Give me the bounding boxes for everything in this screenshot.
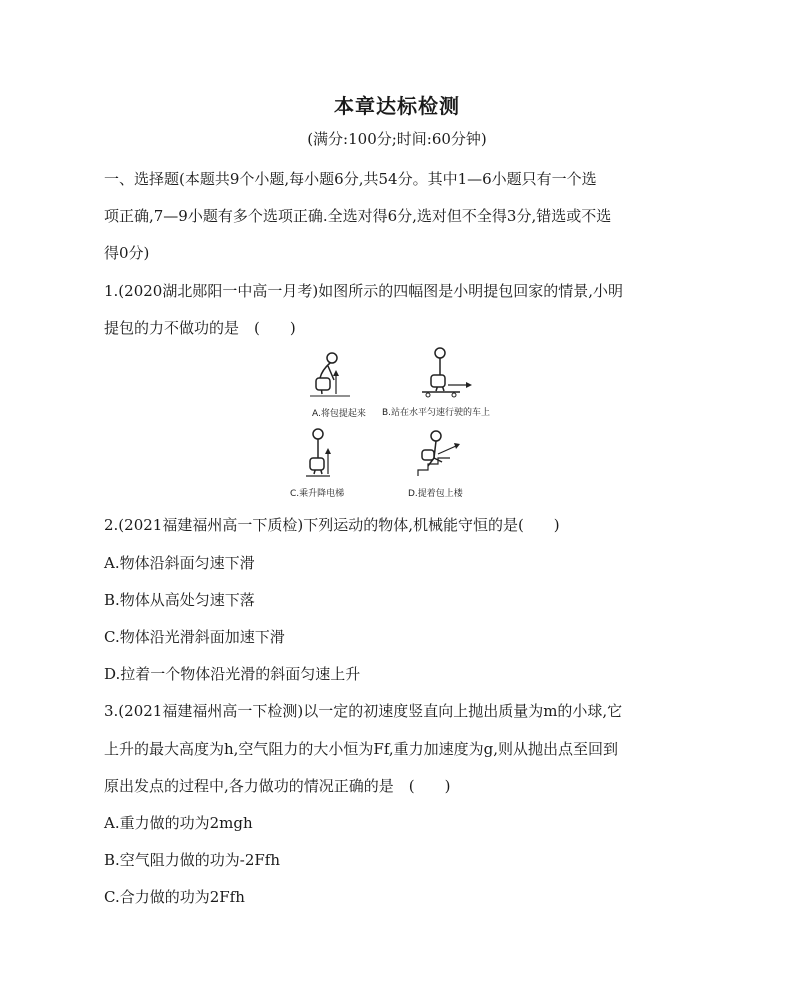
person-lifting-bag-icon xyxy=(300,348,380,408)
section1-instruction-line-2: 项正确,7—9小题有多个选项正确.全选对得6分,选对但不全得3分,错选或不选 xyxy=(104,207,612,225)
person-climbing-stairs-icon xyxy=(410,428,490,488)
question-3-stem-line-3: 原出发点的过程中,各力做功的情况正确的是 ( ) xyxy=(104,777,451,795)
figure-a-caption: A.将包提起来 xyxy=(312,409,366,419)
question-2-option-c: C.物体沿光滑斜面加速下滑 xyxy=(104,628,285,646)
question-2-option-d: D.拉着一个物体沿光滑的斜面匀速上升 xyxy=(104,665,361,683)
figure-b xyxy=(382,345,560,418)
figure-d-caption: D.提着包上楼 xyxy=(408,489,463,499)
question-3-stem-line-2: 上升的最大高度为h,空气阻力的大小恒为Ff,重力加速度为g,则从抛出点至回到 xyxy=(104,740,618,758)
question-1-stem-line-1: 1.(2020湖北郧阳一中高一月考)如图所示的四幅图是小明提包回家的情景,小明 xyxy=(104,282,623,300)
question-2-stem: 2.(2021福建福州高一下质检)下列运动的物体,机械能守恒的是( ) xyxy=(104,516,560,534)
question-3-option-b: B.空气阻力做的功为-2Ffh xyxy=(104,851,281,869)
question-3-stem-line-1: 3.(2021福建福州高一下检测)以一定的初速度竖直向上抛出质量为m的小球,它 xyxy=(104,702,623,720)
person-on-moving-cart-icon xyxy=(410,345,490,407)
figure-c-caption: C.乘升降电梯 xyxy=(290,489,345,499)
figure-d xyxy=(410,428,560,498)
section1-instruction-line-3: 得0分) xyxy=(104,244,150,262)
question-1-stem-line-2: 提包的力不做功的是 ( ) xyxy=(104,319,296,337)
section1-instruction-line-1: 一、选择题(本题共9个小题,每小题6分,共54分。其中1—6小题只有一个选 xyxy=(104,170,597,188)
question-2-option-b: B.物体从高处匀速下落 xyxy=(104,591,255,609)
page-title: 本章达标检测 xyxy=(334,94,460,118)
person-in-elevator-icon xyxy=(300,428,380,488)
page-subtitle: (满分:100分;时间:60分钟) xyxy=(307,130,487,148)
figure-b-caption: B.站在水平匀速行驶的车上 xyxy=(382,408,491,418)
question-3-option-a: A.重力做的功为2mgh xyxy=(104,814,253,832)
question-2-option-a: A.物体沿斜面匀速下滑 xyxy=(104,554,255,572)
question-3-option-c: C.合力做的功为2Ffh xyxy=(104,888,245,906)
